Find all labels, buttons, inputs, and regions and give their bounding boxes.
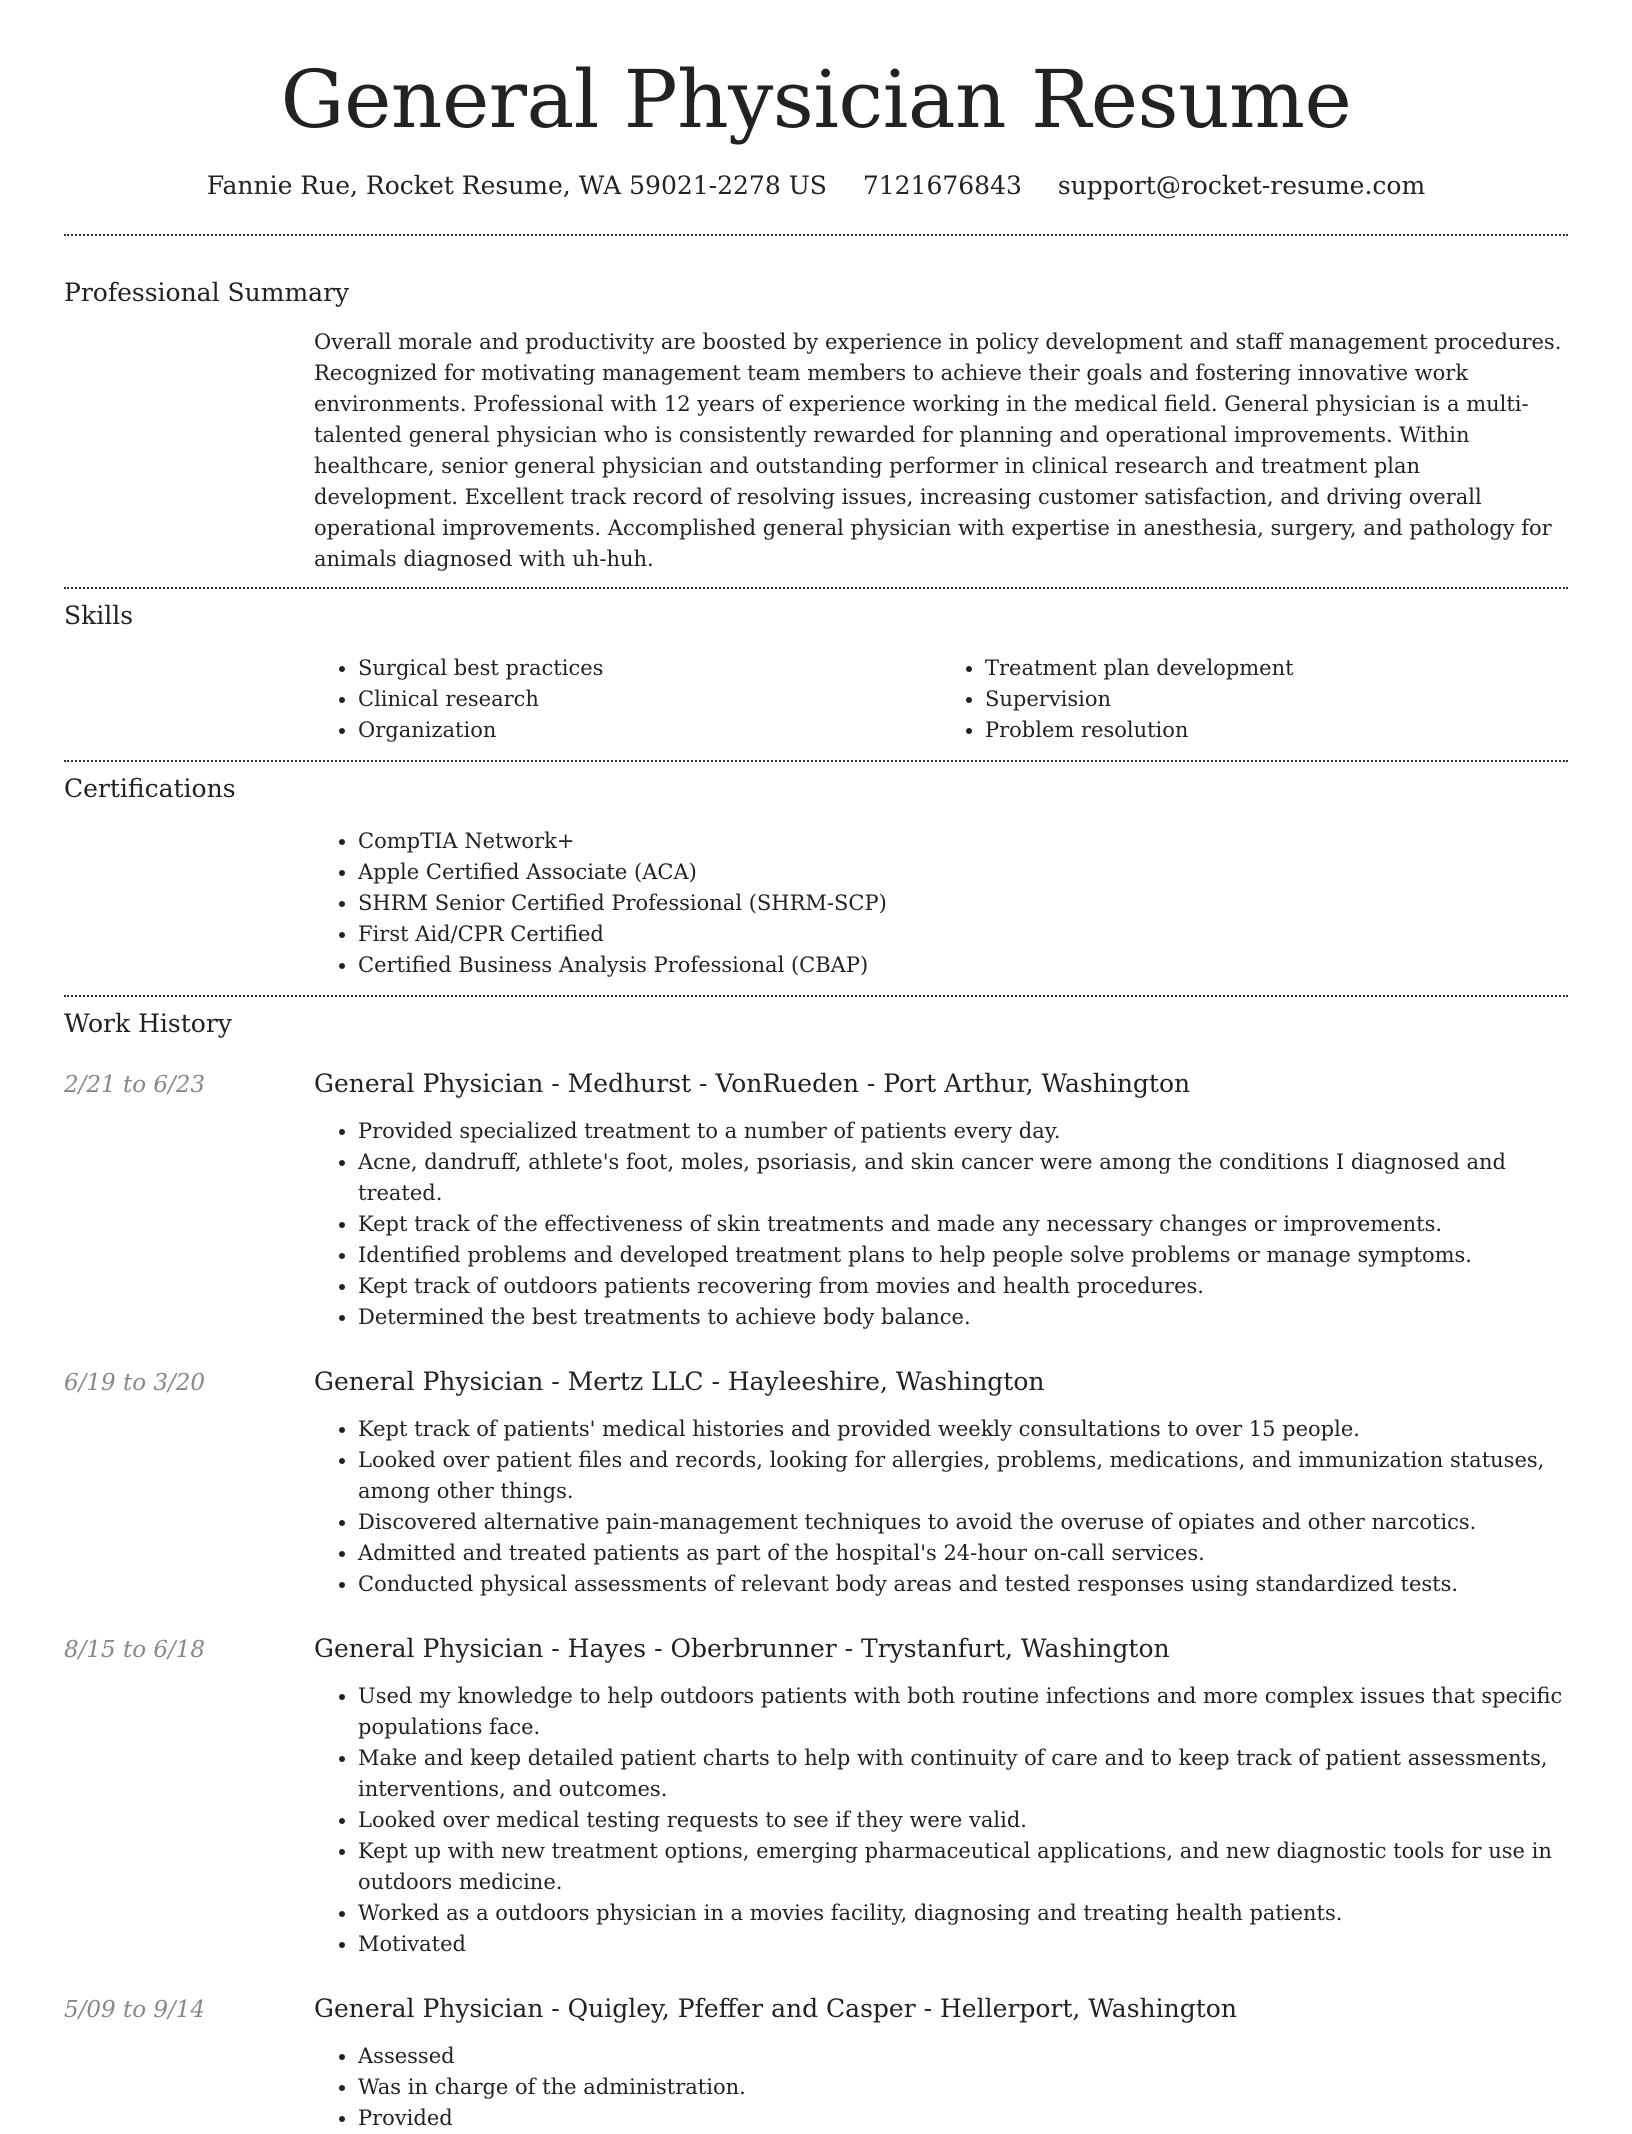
certification-item: • First Aid/CPR Certified — [358, 919, 1568, 950]
contact-line — [64, 168, 1568, 204]
job-bullet: • Looked over medical testing requests to see if they were valid. — [358, 1805, 1568, 1836]
certification-item: • Certified Business Analysis Professional (CBAP) — [358, 950, 1568, 981]
contact-address: Fannie Rue, Rocket Resume, WA 59021-2278 US — [206, 171, 827, 200]
job-header — [64, 1067, 1568, 1102]
job-bullets — [314, 1414, 1568, 1600]
skill-item: • Problem resolution — [985, 715, 1568, 746]
job-bullet: • Acne, dandruff, athlete's foot, moles, psoriasis, and skin cancer were among the conditions I diagnosed and treated. — [358, 1147, 1568, 1209]
skill-item: • Treatment plan development — [985, 653, 1568, 684]
summary-section — [64, 276, 1568, 575]
summary-text: Overall morale and productivity are boosted by experience in policy development and staff management procedures. Recognized for motivating management team members to achieve their goals and fostering innovative work environments. Professional with 12 years of experience working in the medical field. General physician is a multi-talented general physician who is consistently rewarded for planning and operational improvements. Within healthcare, senior general physician and outstanding performer in clinical research and treatment plan development. Excellent track record of resolving issues, increasing customer satisfaction, and driving overall operational improvements. Accomplished general physician with expertise in anesthesia, surgery, and pathology for animals diagnosed with uh-huh. — [314, 330, 1562, 571]
job-title: General Physician - Medhurst - VonRueden - Port Arthur, Washington — [314, 1069, 1191, 1098]
job-entry — [64, 1365, 1568, 1600]
skills-grid — [314, 653, 1568, 746]
skills-list-right — [941, 653, 1568, 746]
section-title-work-history: Work History — [64, 1009, 232, 1038]
resume-title: General Physician Resume — [280, 53, 1352, 146]
job-bullet: • Determined the best treatments to achieve body balance. — [358, 1302, 1568, 1333]
job-bullets — [314, 1116, 1568, 1333]
contact-email: support@rocket-resume.com — [1057, 171, 1426, 200]
job-bullet-list — [314, 1116, 1568, 1333]
job-bullet: • Provided — [358, 2103, 1568, 2134]
job-bullet-list — [314, 2041, 1568, 2134]
job-dates: 5/09 to 9/14 — [64, 1997, 206, 2023]
skill-item: • Organization — [358, 715, 941, 746]
divider — [64, 587, 1568, 589]
job-header — [64, 1632, 1568, 1667]
contact-phone: 7121676843 — [862, 171, 1022, 200]
job-title: General Physician - Hayes - Oberbrunner - Trystanfurt, Washington — [314, 1634, 1170, 1663]
certifications-list — [314, 826, 1568, 981]
job-bullet-list — [314, 1414, 1568, 1600]
job-bullet: • Looked over patient files and records, looking for allergies, problems, medications, and immunization statuses, among other things. — [358, 1445, 1568, 1507]
section-title-skills: Skills — [64, 601, 134, 630]
job-bullet: • Make and keep detailed patient charts to help with continuity of care and to keep track of patient assessments, interventions, and outcomes. — [358, 1743, 1568, 1805]
job-bullet: • Conducted physical assessments of relevant body areas and tested responses using standardized tests. — [358, 1569, 1568, 1600]
job-bullet: • Kept track of patients' medical histories and provided weekly consultations to over 15 people. — [358, 1414, 1568, 1445]
skills-section — [64, 599, 1568, 746]
job-title: General Physician - Mertz LLC - Hayleeshire, Washington — [314, 1367, 1045, 1396]
certification-item: • SHRM Senior Certified Professional (SHRM-SCP) — [358, 888, 1568, 919]
job-header — [64, 1992, 1568, 2027]
job-bullet: • Admitted and treated patients as part of the hospital's 24-hour on-call services. — [358, 1538, 1568, 1569]
section-title-summary: Professional Summary — [64, 278, 350, 307]
job-entry — [64, 1632, 1568, 1960]
job-bullet: • Identified problems and developed treatment plans to help people solve problems or manage symptoms. — [358, 1240, 1568, 1271]
certifications-body — [314, 826, 1568, 981]
summary-body — [314, 327, 1568, 575]
divider — [64, 234, 1568, 236]
job-bullet: • Was in charge of the administration. — [358, 2072, 1568, 2103]
certifications-section — [64, 772, 1568, 981]
job-bullet: • Used my knowledge to help outdoors patients with both routine infections and more complex issues that specific populations face. — [358, 1681, 1568, 1743]
job-bullets — [314, 1681, 1568, 1960]
job-dates: 2/21 to 6/23 — [64, 1072, 206, 1098]
job-entry — [64, 1067, 1568, 1333]
divider — [64, 760, 1568, 762]
resume-page — [64, 0, 1568, 2134]
job-bullet: • Kept up with new treatment options, emerging pharmaceutical applications, and new diagnostic tools for use in outdoors medicine. — [358, 1836, 1568, 1898]
job-dates: 6/19 to 3/20 — [64, 1370, 206, 1396]
job-bullet: • Kept track of the effectiveness of skin treatments and made any necessary changes or improvements. — [358, 1209, 1568, 1240]
section-title-certifications: Certifications — [64, 774, 236, 803]
skill-item: • Clinical research — [358, 684, 941, 715]
job-bullet: • Motivated — [358, 1929, 1568, 1960]
job-entry — [64, 1992, 1568, 2134]
job-bullet: • Kept track of outdoors patients recovering from movies and health procedures. — [358, 1271, 1568, 1302]
work-history-section — [64, 1007, 1568, 2134]
skill-item: • Surgical best practices — [358, 653, 941, 684]
job-header — [64, 1365, 1568, 1400]
job-bullet-list — [314, 1681, 1568, 1960]
job-bullet: • Assessed — [358, 2041, 1568, 2072]
job-title: General Physician - Quigley, Pfeffer and Casper - Hellerport, Washington — [314, 1994, 1237, 2023]
job-bullets — [314, 2041, 1568, 2134]
job-bullet: • Provided specialized treatment to a number of patients every day. — [358, 1116, 1568, 1147]
job-dates: 8/15 to 6/18 — [64, 1637, 206, 1663]
job-bullet: • Worked as a outdoors physician in a movies facility, diagnosing and treating health patients. — [358, 1898, 1568, 1929]
skill-item: • Supervision — [985, 684, 1568, 715]
job-bullet: • Discovered alternative pain-management techniques to avoid the overuse of opiates and other narcotics. — [358, 1507, 1568, 1538]
certification-item: • CompTIA Network+ — [358, 826, 1568, 857]
divider — [64, 995, 1568, 997]
skills-list-left — [314, 653, 941, 746]
certification-item: • Apple Certified Associate (ACA) — [358, 857, 1568, 888]
